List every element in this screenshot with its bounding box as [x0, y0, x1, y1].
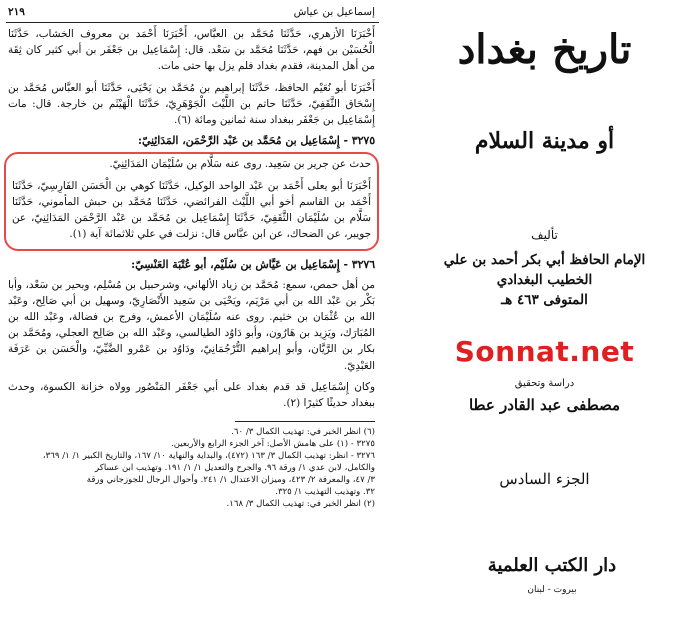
paragraph: أَخْبَرَنَا الأزهري، حَدَّثَنَا مُحَمَّد بن العبَّاس، أَخْبَرَنَا أَحْمَد بن معروف الخشاب، حَدَّثَنَا الْحُسَيْن بن فهم، حَدَّثَنَا مُحَمَّد بن سَعْد. قال: إِسْمَاعِيل بن جَعْفَر بن أبي كثير كان ثِقَة من أهل المدينة، فقدم بغداد فلم يزل بها حتى مات.	[8, 28, 375, 73]
volume-label: الجزء السادس	[499, 470, 590, 488]
paragraph: أَخْبَرَنَا أبو نُعَيْم الحافظ، حَدَّثَنَا إبراهيم بن مُحَمَّد بن يَحْيَى، حَدَّثَنَا أبو العبَّاس مُحَمَّد بن إِسْحَاق الثَّقَفِيّ، حَدَّثَنَا حاتم بن اللَّيْث الْجَوْهَرِيّ، حَدَّثَنَا الْهَيْثَم بن خارجة. قال: مات إِسْمَاعِيل بن جَعْفَر ببغداد سنة ثمانين ومائة (٦).	[8, 81, 375, 127]
publisher-name: دار الكتب العلمية	[487, 555, 617, 576]
publisher-logo	[452, 555, 652, 605]
paragraph: حدث عن جرير بن سَعِيد. روى عنه سَلَّام بن سُلَيْمَان المَدَائِنِيّ.	[109, 158, 371, 171]
publisher-city: بيروت - لبنان	[527, 585, 577, 595]
running-head-title: إسماعيل بن عياش	[293, 6, 375, 18]
footnote: (٢) انظر الخبر في: تهذيب الكمال ٣/ ١٦٨.	[226, 499, 375, 510]
author-line: المتوفى ٤٦٣ هـ	[501, 292, 588, 308]
footnote: ٣٢. وتهذيب التهذيب ١/ ٣٢٥.	[275, 487, 375, 498]
page-number: ٢١٩	[8, 6, 25, 18]
text-body	[8, 26, 375, 621]
cover-by-label: تأليف	[531, 228, 558, 242]
footnote: (٦) انظر الخبر في: تهذيب الكمال ٣/ ٦٠.	[231, 427, 375, 438]
cover-author	[398, 250, 691, 310]
book-cover	[392, 0, 697, 621]
paragraph: وكان إِسْمَاعِيل قد قدم بغداد على أبي جَعْفَر المَنْصُور وولاه خزانة الكسوة، وحدث ببغداد حديثًا كثيرًا (٢).	[8, 380, 375, 410]
entry-heading-3276: ٣٢٧٦ - إِسْمَاعِيل بن عَيَّاش بن سُلَيْم، أبو عُتْبَة العَنْسِيّ:	[131, 258, 375, 272]
cover-title: تاريخ بغداد	[457, 26, 632, 73]
footnote: والكامل، لابن عدي ١/ ورقة ٩٦. والجرح والتعديل ١/ ١/ ١٩١. وتهذيب ابن عساكر	[94, 463, 375, 474]
footnote: ٣/ ٤٧، والمعرفة ٢/ ٤٢٣، وميزان الاعتدال ١/ ٢٤١. وأحوال الرجال للجوزجاني ورقة	[86, 475, 375, 486]
editor-name: مصطفى عبد القادر عطا	[468, 396, 621, 414]
highlighted-passage	[4, 152, 379, 251]
footnote: ٣٢٧٦ - انظر: تهذيب الكمال ٣/ ١٦٣ (٤٧٢)، والبداية والنهاية ١٠/ ١٦٧، والتاريخ الكبير ١/ ١/ ٣٦٩،	[42, 451, 375, 462]
watermark: Sonnat.net	[454, 335, 635, 368]
cover-subtitle: أو مدينة السلام	[474, 128, 615, 154]
footnotes	[8, 426, 375, 510]
entry-heading-3275: ٣٢٧٥ - إِسْمَاعِيل بن مُحَمَّد بن عَبْد الرَّحْمَن، المَدَائِنِيّ:	[137, 134, 375, 148]
footnote-divider	[235, 421, 375, 422]
paragraph: أَخْبَرَنَا أبو يعلى أَحْمَد بن عَبْد الواحد الوكيل، حَدَّثَنَا كوهي بن الْحَسَن الفَارِسِيّ، حَدَّثَنَا أَحْمَد بن القاسم أخو أبي اللَّيْث الفرائضي، حَدَّثَنَا مُحَمَّد بن حبش المأموني، حَدَّثَنَا سَلَّام بن سُلَيْمَان الثَّقَفِيّ، حَدَّثَنَا إِسْمَاعِيل بن مُحَمَّد بن عَبْد الرَّحْمَن المَدَائِنِيّ، عن جويبر، عن الضحاك، عن ابن عبَّاس قال: نزلت في علي ثلاثمائة آية (١).	[12, 179, 371, 241]
running-head	[6, 6, 379, 23]
editorial-label: دراسة وتحقيق	[514, 378, 575, 389]
paragraph: من أهل حمص، سمع: مُحَمَّد بن زياد الألهاني، وشرحبيل بن مُسْلِم، وبحير بن سَعْد، وأبا بَكْر بن عَبْد الله بن أبي مَرْيَم، ويَحْيَى بن سَعِيد الأَنْصَارِيّ، وسهيل بن أبي صَالِح، وعَبْد الله بن عُثْمَان بن خثيم. روى عنه سُلَيْمَان الأعمش، وفرج بن فضالة، وعَبْد الله بن المُبَارَك، ويَزِيد بن هَارُون، وأبو دَاوُد الطيالسي، وعَبْد الله بن صَالِح العجلي، ومُحَمَّد بن بكار بن الرَّيَّان، وأبو إبراهيم التُّرْجُمَانِيّ، ودَاوُد بن عَمْرو الضَّبِّيّ، والْحَسَن بن عَرَفَة العَبْدِيّ.	[8, 278, 375, 372]
author-line: الخطيب البغدادي	[496, 272, 593, 288]
footnote: ٣٢٧٥ - (١) على هامش الأصل: آخر الجزء الرابع والأربعين.	[170, 439, 375, 450]
author-line: الإمام الحافظ أبي بكر أحمد بن علي	[443, 252, 646, 268]
